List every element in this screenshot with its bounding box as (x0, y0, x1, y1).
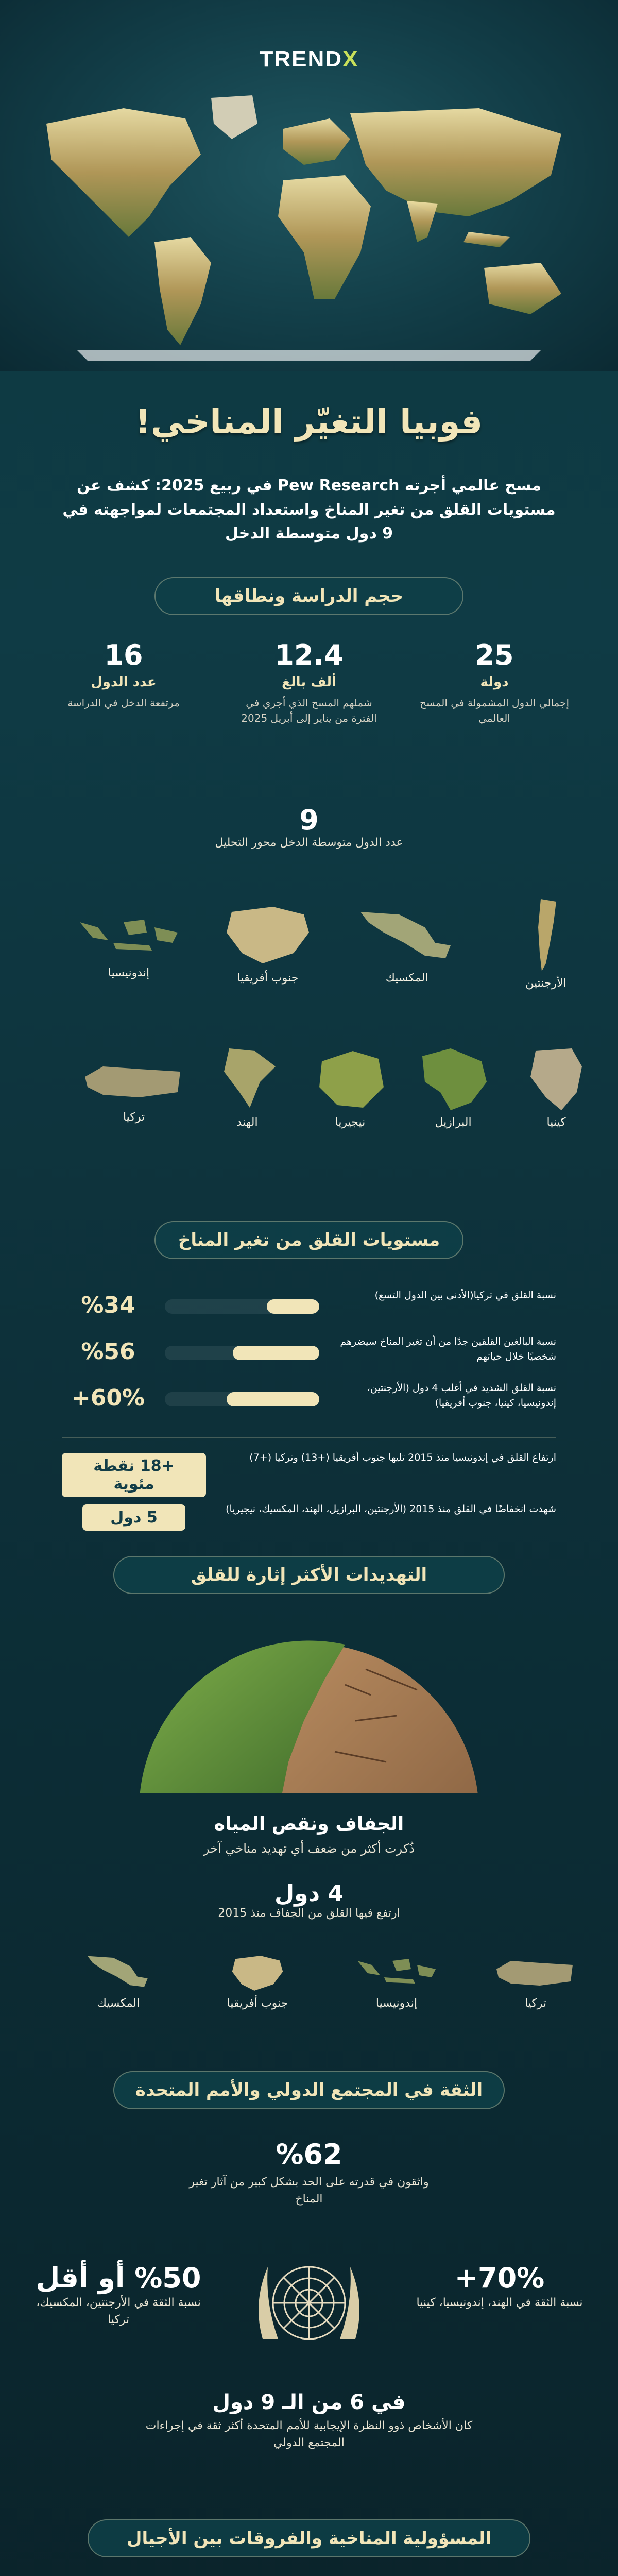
anxiety-percent: +60% (71, 1385, 145, 1411)
country-name: البرازيل (435, 1116, 472, 1129)
anxiety-bar-row (62, 1381, 556, 1417)
country-name: جنوب أفريقيا (237, 972, 299, 985)
anxiety-bar-track (165, 1346, 319, 1360)
country-brazil (402, 1046, 505, 1129)
divider (62, 1437, 556, 1438)
nigeria-shape-icon (312, 1046, 389, 1113)
trust-bottom-stat (0, 2391, 618, 2451)
anxiety-bar-fill (267, 1299, 319, 1314)
trust-right-number: +70% (454, 2262, 545, 2294)
anxiety-percent: %56 (81, 1338, 135, 1365)
country-name: إندونيسيا (108, 967, 150, 979)
anxiety-bar-row (62, 1334, 556, 1370)
kenya-shape-icon (525, 1046, 587, 1113)
country-mexico (355, 907, 458, 985)
threat-country-mexico (67, 1953, 170, 2010)
drought-count-label: ارتفع فيها القلق من الجفاف منذ 2015 (218, 1907, 400, 1920)
trust-top-text: واثقون في قدرته على الحد بشكل كبير من آثار تغير المناخ (189, 2176, 429, 2206)
drought-count-number: 4 دول (274, 1880, 344, 1907)
anxiety-bar-fill (233, 1346, 319, 1360)
section-heading-trust: الثقة في المجتمع الدولي والأمم المتحدة (113, 2071, 505, 2109)
country-kenya (505, 1046, 608, 1129)
country-name: جنوب أفريقيا (227, 1997, 288, 2010)
section-heading-anxiety: مستويات القلق من تغير المناخ (154, 1221, 464, 1259)
anxiety-description: نسبة البالغين القلقين جدًا من أن تغير المناخ سيضرهم شخصيًا خلال حياتهم (340, 1336, 556, 1362)
country-indonesia (77, 912, 180, 979)
anxiety-bar-track (165, 1299, 319, 1314)
main-title: فوبيا التغيّر المناخي! (135, 402, 483, 442)
country-name: نيجيريا (335, 1116, 366, 1129)
stat-countries (417, 639, 572, 726)
anxiety-description: نسبة القلق في تركيا(الأدنى بين الدول التسع) (374, 1290, 556, 1301)
mexico-shape-icon (77, 1953, 160, 1994)
country-name: تركيا (524, 1997, 547, 2010)
anxiety-description: نسبة القلق الشديد في أغلب 4 دول (الأرجنتين، إندونيسيا، كينيا، جنوب أفريقيا) (367, 1382, 556, 1409)
focus-number: 9 (299, 804, 319, 836)
trust-bottom-text: كان الأشخاص ذوو النظرة الإيجابية للأمم المتحدة أكثر ثقة في إجراءات المجتمع الدولي (145, 2419, 473, 2449)
south-africa-shape-icon (219, 1953, 296, 1994)
rise-text: ارتفاع القلق في إندونيسيا منذ 2015 تليها جنوب أفريقيا (+13) وتركيا (+7) (249, 1452, 556, 1463)
section-heading-generations: المسؤولية المناخية والفروقات بين الأجيال (88, 2519, 530, 2557)
mexico-shape-icon (358, 907, 456, 969)
trust-top-number: %62 (276, 2138, 342, 2171)
section-heading-threats: التهديدات الأكثر إثارة للقلق (113, 1556, 505, 1594)
rise-tag: +18 نقطة مئوية (62, 1453, 206, 1497)
threat-country-turkey (484, 1953, 587, 2010)
indonesia-shape-icon (77, 912, 180, 963)
stat-description: شملهم المسح الذي أجري في الفترة من يناير إلى أبريل 2025 (241, 697, 377, 724)
stat-number: 12.4 (274, 639, 344, 671)
stat-description: مرتفعة الدخل في الدراسة (67, 697, 180, 709)
country-south-africa (216, 902, 319, 985)
stat-label: ألف بالغ (282, 674, 336, 690)
trust-top-stat (0, 2138, 618, 2208)
stat-adults (232, 639, 386, 726)
country-name: المكسيك (385, 972, 428, 985)
turkey-shape-icon (82, 1056, 185, 1108)
country-name: كينيا (546, 1116, 566, 1129)
india-shape-icon (214, 1046, 281, 1113)
country-nigeria (299, 1046, 402, 1129)
trust-right-stat (412, 2262, 587, 2311)
stat-high-income (46, 639, 201, 710)
threat-title: الجفاف ونقص المياه (214, 1814, 404, 1835)
section-heading-study: حجم الدراسة ونطاقها (154, 577, 464, 615)
turkey-shape-icon (494, 1953, 577, 1994)
country-name: إندونيسيا (375, 1997, 418, 2010)
trust-bottom-number: في 6 من الـ 9 دول (212, 2391, 406, 2414)
indonesia-shape-icon (350, 1953, 443, 1994)
country-name: تركيا (123, 1111, 145, 1124)
drop-text: شهدت انخفاضًا في القلق منذ 2015 (الأرجنتين، البرازيل، الهند، المكسيك، نيجيريا) (226, 1503, 556, 1515)
country-name: الأرجنتين (525, 977, 566, 990)
anxiety-percent: %34 (81, 1292, 135, 1318)
country-name: الهند (236, 1116, 258, 1129)
threat-country-south-africa (206, 1953, 309, 2010)
anxiety-bar-fill (227, 1392, 319, 1406)
trust-right-text: نسبة الثقة في الهند، إندونيسيا، كينيا (416, 2296, 583, 2309)
brazil-shape-icon (415, 1046, 492, 1113)
brand-logo: TRENDX (259, 46, 359, 72)
country-india (196, 1046, 299, 1129)
trust-left-text: نسبة الثقة في الأرجنتين، المكسيك، تركيا (36, 2296, 201, 2326)
threat-country-indonesia (345, 1953, 448, 2010)
focus-count (0, 804, 618, 849)
drought-count (0, 1880, 618, 1920)
intro-text: مسح عالمي أجرته Pew Research في ربيع 2025: كشف عن مستويات القلق من تغير المناخ واستعداد المجتمعات لمواجهته في 9 دول متوسطة الدخل (62, 477, 556, 543)
country-name: المكسيك (97, 1997, 140, 2010)
hero-map-section (0, 0, 618, 371)
anxiety-bar-track (165, 1392, 319, 1406)
trust-left-stat (31, 2262, 206, 2328)
country-turkey (82, 1056, 185, 1124)
stat-label: دولة (480, 674, 509, 690)
drop-tag: 5 دول (82, 1504, 185, 1531)
country-argentina (494, 896, 597, 990)
argentina-shape-icon (525, 896, 566, 974)
threat-subtitle: ذُكرت أكثر من ضعف أي تهديد مناخي آخر (203, 1841, 415, 1856)
earth-drought-illustration (129, 1607, 489, 1793)
stat-number: 25 (475, 639, 514, 671)
trust-left-number: %50 أو أقل (36, 2262, 201, 2294)
stat-label: عدد الدول (91, 674, 157, 690)
stat-description: إجمالي الدول المشمولة في المسح العالمي (419, 697, 570, 724)
earth-half-green-half-dry-icon (129, 1607, 489, 1793)
anxiety-bar-row (62, 1288, 556, 1324)
focus-label: عدد الدول متوسطة الدخل محور التحليل (215, 836, 403, 849)
stat-number: 16 (104, 639, 143, 671)
south-africa-shape-icon (221, 902, 314, 969)
un-emblem-icon (242, 2236, 376, 2370)
world-map-illustration (15, 82, 603, 361)
